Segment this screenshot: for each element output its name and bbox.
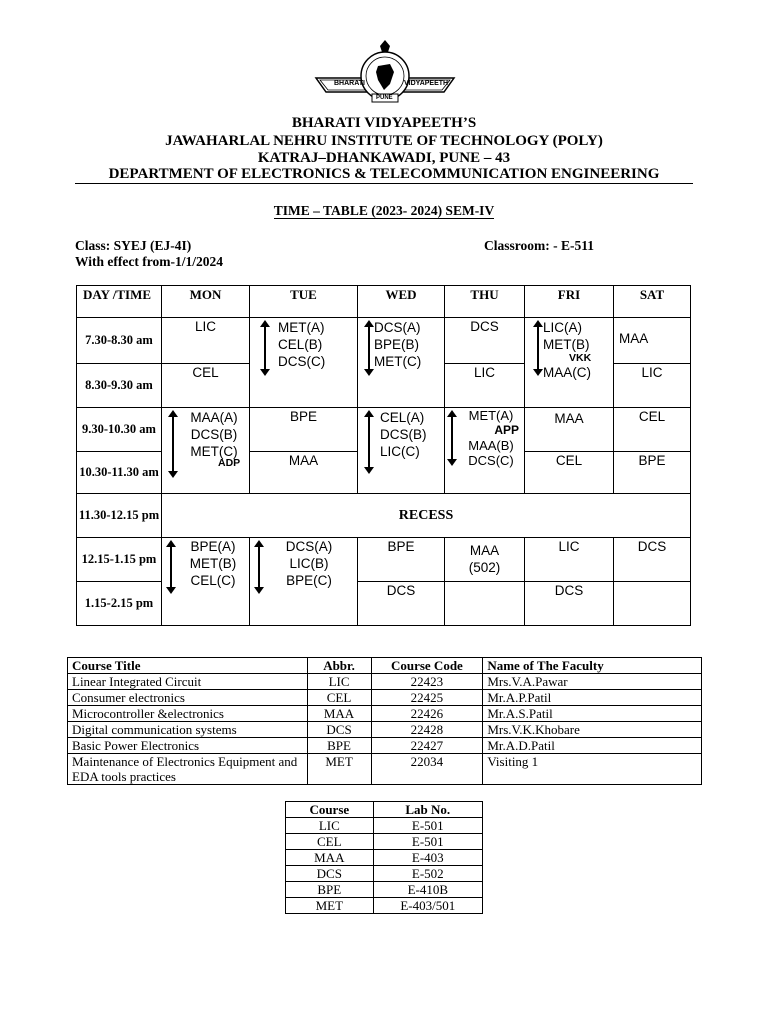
cell-wed-7: DCS [358, 582, 445, 626]
institute-address: KATRAJ–DHANKAWADI, PUNE – 43 [257, 150, 511, 166]
course-title: Basic Power Electronics [68, 738, 308, 754]
cell-fri-7: DCS [525, 582, 614, 626]
institute-logo [312, 40, 458, 106]
lab-course: MET [286, 898, 374, 914]
institute-name-line1: BHARATI VIDYAPEETH’S [291, 115, 477, 131]
course-code: 22426 [371, 706, 483, 722]
span-arrow [170, 542, 172, 592]
lab-table-header [286, 802, 483, 818]
span-arrow [172, 412, 174, 476]
time-slot: 10.30-11.30 am [77, 452, 162, 494]
logo-text-left: BHARATI [334, 80, 365, 87]
cell-tue-lab: MET(A) CEL(B) DCS(C) [250, 318, 358, 408]
cell-thu-6: MAA (502) [445, 538, 525, 582]
span-arrow [258, 542, 260, 592]
course-title: Digital communication systems [68, 722, 308, 738]
cell-tue-lab2: DCS(A) LIC(B) BPE(C) [250, 538, 358, 626]
course-abbr: CEL [307, 690, 371, 706]
department-name: DEPARTMENT OF ELECTRONICS & TELECOMMUNICATION ENGINEERING [108, 166, 660, 182]
cell-sat-4: BPE [614, 452, 691, 494]
table-row [68, 690, 702, 706]
cell-sat-7 [614, 582, 691, 626]
cell-thu-7 [445, 582, 525, 626]
header-thu: THU [445, 286, 525, 318]
faculty-name: Mr.A.D.Patil [483, 738, 702, 754]
header-sat: SAT [614, 286, 691, 318]
lab-number: E-502 [373, 866, 482, 882]
time-slot: 9.30-10.30 am [77, 408, 162, 452]
cell-tue-4: MAA [250, 452, 358, 494]
cell-sat-2: LIC [614, 364, 691, 408]
cell-fri-lab: LIC(A) MET(B) VKK MAA(C) [525, 318, 614, 408]
col-course-code: Course Code [371, 658, 483, 674]
faculty-initials: APP [494, 423, 519, 437]
lab-course: BPE [286, 882, 374, 898]
cell-mon-2: CEL [162, 364, 250, 408]
table-row [68, 738, 702, 754]
cell-wed-lab2: CEL(A) DCS(B) LIC(C) [358, 408, 445, 494]
span-arrow [451, 412, 453, 464]
header-divider [75, 183, 693, 184]
lab-table [285, 801, 483, 914]
logo-text-bottom: PUNE [376, 95, 393, 101]
table-row [68, 674, 702, 690]
lab-number: E-403/501 [373, 898, 482, 914]
span-arrow [264, 322, 266, 374]
course-table-header [68, 658, 702, 674]
classroom-label: Classroom: - E-511 [484, 238, 594, 253]
timetable [76, 285, 691, 626]
course-abbr: DCS [307, 722, 371, 738]
course-code: 22034 [371, 754, 483, 785]
table-row [286, 818, 483, 834]
course-abbr: BPE [307, 738, 371, 754]
class-label: Class: SYEJ (EJ-4I) [75, 238, 192, 253]
time-slot: 7.30-8.30 am [77, 318, 162, 364]
lab-number: E-403 [373, 850, 482, 866]
faculty-initials: VKK [569, 352, 592, 364]
course-code: 22425 [371, 690, 483, 706]
institute-name-line2: JAWAHARLAL NEHRU INSTITUTE OF TECHNOLOGY (POLY) [165, 133, 603, 149]
header-wed: WED [358, 286, 445, 318]
table-row [286, 866, 483, 882]
cell-fri-4: CEL [525, 452, 614, 494]
course-code: 22428 [371, 722, 483, 738]
course-title: Microcontroller &electronics [68, 706, 308, 722]
cell-mon-lab: MAA(A) DCS(B) MET(C) ADP [162, 408, 250, 494]
table-row [68, 706, 702, 722]
cell-mon-lab2: BPE(A) MET(B) CEL(C) [162, 538, 250, 626]
lab-number: E-501 [373, 818, 482, 834]
table-row [286, 898, 483, 914]
header-day-time: DAY /TIME [77, 286, 162, 318]
col-course-title: Course Title [68, 658, 308, 674]
recess-row: RECESS [162, 494, 691, 538]
table-row [68, 722, 702, 738]
span-arrow [537, 322, 539, 374]
faculty-name: Mrs.V.A.Pawar [483, 674, 702, 690]
col-course: Course [286, 802, 374, 818]
span-arrow [368, 322, 370, 374]
effective-date: With effect from-1/1/2024 [75, 254, 223, 269]
faculty-name: Mr.A.P.Patil [483, 690, 702, 706]
lab-course: CEL [286, 834, 374, 850]
col-abbr: Abbr. [307, 658, 371, 674]
course-title: Consumer electronics [68, 690, 308, 706]
course-title: Maintenance of Electronics Equipment and EDA tools practices [68, 754, 308, 785]
cell-fri-6: LIC [525, 538, 614, 582]
table-row [286, 834, 483, 850]
header-mon: MON [162, 286, 250, 318]
cell-fri-3: MAA [525, 408, 614, 452]
cell-thu-lab: MET(A) APP MAA(B) DCS(C) [445, 408, 525, 494]
time-slot: 1.15-2.15 pm [77, 582, 162, 626]
header-tue: TUE [250, 286, 358, 318]
course-title: Linear Integrated Circuit [68, 674, 308, 690]
faculty-name: Mr.A.S.Patil [483, 706, 702, 722]
time-slot: 12.15-1.15 pm [77, 538, 162, 582]
faculty-initials: ADP [218, 457, 241, 469]
cell-sat-1: MAA [614, 318, 691, 364]
course-code: 22427 [371, 738, 483, 754]
col-faculty: Name of The Faculty [483, 658, 702, 674]
faculty-name: Visiting 1 [483, 754, 702, 785]
span-arrow [368, 412, 370, 472]
course-code: 22423 [371, 674, 483, 690]
cell-sat-3: CEL [614, 408, 691, 452]
timetable-title: TIME – TABLE (2023- 2024) SEM-IV [273, 203, 495, 218]
faculty-name: Mrs.V.K.Khobare [483, 722, 702, 738]
col-lab-no: Lab No. [373, 802, 482, 818]
lab-number: E-410B [373, 882, 482, 898]
table-row [286, 882, 483, 898]
cell-wed-6: BPE [358, 538, 445, 582]
lab-number: E-501 [373, 834, 482, 850]
header-fri: FRI [525, 286, 614, 318]
course-table [67, 657, 702, 785]
cell-mon-1: LIC [162, 318, 250, 364]
time-slot: 11.30-12.15 pm [77, 494, 162, 538]
cell-thu-2: LIC [445, 364, 525, 408]
time-slot: 8.30-9.30 am [77, 364, 162, 408]
table-row [286, 850, 483, 866]
lab-course: LIC [286, 818, 374, 834]
course-abbr: MET [307, 754, 371, 785]
cell-wed-lab: DCS(A) BPE(B) MET(C) [358, 318, 445, 408]
table-row [68, 754, 702, 785]
lab-course: MAA [286, 850, 374, 866]
logo-text-right: VIDYAPEETH [404, 80, 449, 87]
cell-tue-3: BPE [250, 408, 358, 452]
course-abbr: MAA [307, 706, 371, 722]
course-abbr: LIC [307, 674, 371, 690]
cell-sat-6: DCS [614, 538, 691, 582]
cell-thu-1: DCS [445, 318, 525, 364]
lab-course: DCS [286, 866, 374, 882]
